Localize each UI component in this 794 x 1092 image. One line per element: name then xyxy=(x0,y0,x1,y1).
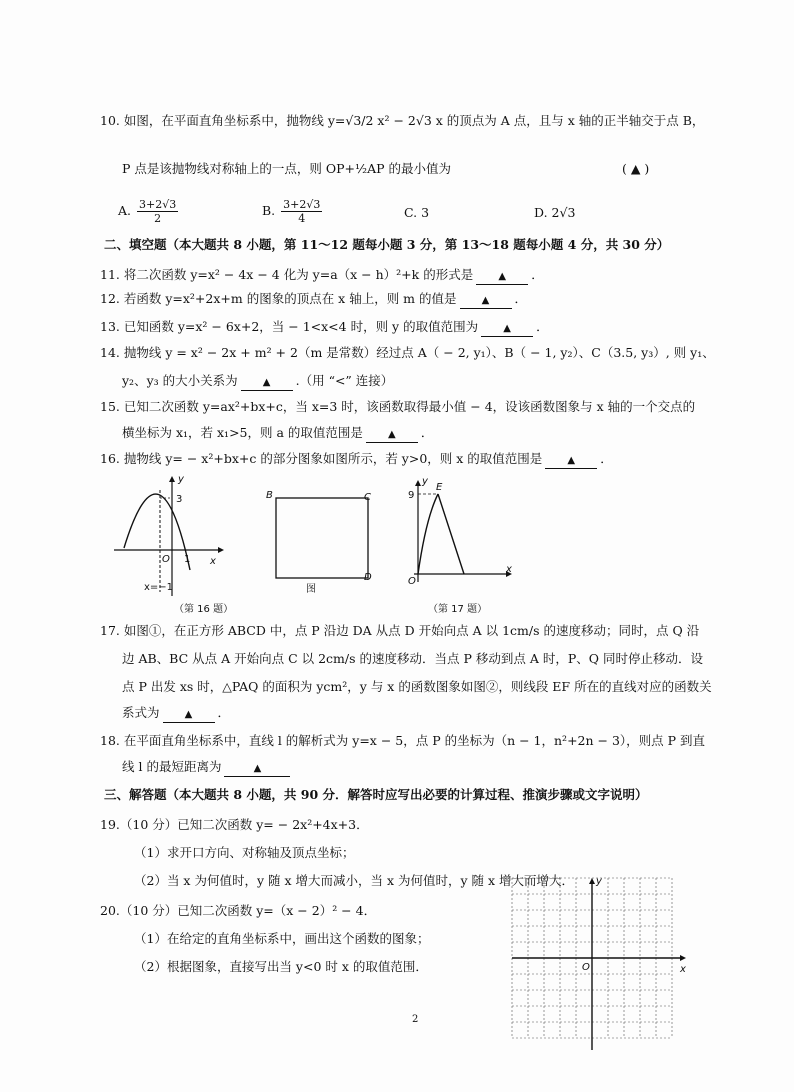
q10-option-c: C. 3 xyxy=(404,205,430,220)
q19-stem: 19.（10 分）已知二次函数 y= − 2x²+4x+3． xyxy=(100,817,369,832)
q10-answer-mark: ( ▲ ) xyxy=(622,161,650,176)
vertex-d: D xyxy=(364,572,372,583)
q20-stem: 20.（10 分）已知二次函数 y=（x − 2）² − 4． xyxy=(100,903,377,918)
point-e: E xyxy=(436,482,443,493)
option-b-numerator: 3+2√3 xyxy=(283,198,321,211)
answer-blank[interactable]: ▲ xyxy=(460,293,512,309)
q14-line1: 14. 抛物线 y = x² − 2x + m² + 2（m 是常数）经过点 A（ − 2, y₁）、B（ − 1, y₂）、C（3.5, y₃）, 则 y₁、 xyxy=(100,345,715,360)
label-9: 9 xyxy=(408,490,415,501)
x-axis-arrow xyxy=(218,547,224,553)
q17-line3: 点 P 出发 xs 时，△PAQ 的面积为 ycm²，y 与 x 的函数图象如图②，则线段 EF 所在的直线对应的函数关 xyxy=(122,679,712,694)
origin-label: O xyxy=(582,962,590,973)
parabola xyxy=(124,494,190,570)
option-b-denominator: 4 xyxy=(298,212,306,225)
q20-part1: （1）在给定的直角坐标系中，画出这个函数的图象； xyxy=(134,931,430,946)
q10-line2: P 点是该抛物线对称轴上的一点，则 OP+½AP 的最小值为 xyxy=(122,161,452,176)
y-label: y xyxy=(178,474,184,485)
q14-line2: y₂、y₃ 的大小关系为 ▲ .（用 “<” 连接） xyxy=(122,372,393,391)
q20-part2: （2）根据图象，直接写出当 y<0 时 x 的取值范围． xyxy=(134,959,428,974)
q16: 16. 抛物线 y= − x²+bx+c 的部分图象如图所示，若 y>0，则 x 的取值范围是 ▲ ． xyxy=(100,450,613,469)
coordinate-grid[interactable] xyxy=(512,876,688,1052)
page-number: 2 xyxy=(412,1014,419,1025)
q17-line1: 17. 如图①，在正方形 ABCD 中，点 P 沿边 DA 从点 D 开始向点 A 以 1cm/s 的速度移动；同时，点 Q 沿 xyxy=(100,623,700,638)
label-1: 1 xyxy=(184,554,191,565)
label-3: 3 xyxy=(176,494,183,505)
q18-line2: 线 l 的最短距离为 ▲ xyxy=(122,758,293,777)
answer-blank[interactable]: ▲ xyxy=(241,375,293,391)
q12: 12. 若函数 y=x²+2x+m 的图象的顶点在 x 轴上，则 m 的值是 ▲ ． xyxy=(100,290,527,309)
figure-17-square xyxy=(264,488,380,598)
answer-blank[interactable]: ▲ xyxy=(476,269,528,285)
answer-blank[interactable]: ▲ xyxy=(224,761,290,777)
answer-blank[interactable]: ▲ xyxy=(163,707,215,723)
q19-part2: （2）当 x 为何值时，y 随 x 增大而减小，当 x 为何值时，y 随 x 增大而增大． xyxy=(134,873,575,888)
q13: 13. 已知函数 y=x² − 6x+2，当 − 1<x<4 时，则 y 的取值范围为 ▲ ． xyxy=(100,318,549,337)
vertex-b: B xyxy=(266,490,273,501)
q15-line1: 15. 已知二次函数 y=ax²+bx+c，当 x=3 时，该函数取得最小值 − 4，设该函数图象与 x 轴的一个交点的 xyxy=(100,399,696,414)
y-label: y xyxy=(596,876,602,887)
figure-16 xyxy=(114,474,234,618)
vertex-c: C xyxy=(364,492,371,503)
q11: 11. 将二次函数 y=x² − 4x − 4 化为 y=a（x − h）²+k 的形式是 ▲ ． xyxy=(100,266,544,285)
curve-segment xyxy=(418,494,438,574)
x-label: x xyxy=(210,556,216,567)
q19-part1: （1）求开口方向、对称轴及顶点坐标； xyxy=(134,845,355,860)
segment-ef xyxy=(438,494,464,574)
option-a-denominator: 2 xyxy=(154,212,162,225)
figure-17-graph xyxy=(402,478,514,618)
q10-option-a: A. $\frac{3+2√3}{2}$ xyxy=(118,198,177,225)
y-label: y xyxy=(422,476,428,487)
x-axis-arrow xyxy=(680,955,686,961)
section3-heading: 三、解答题（本大题共 8 小题，共 90 分．解答时应写出必要的计算过程、推演步骤或文字说明） xyxy=(104,787,648,802)
x-label: x xyxy=(680,964,686,975)
answer-blank[interactable]: ▲ xyxy=(366,427,418,443)
fig16-caption: （第 16 题） xyxy=(174,604,234,615)
q17-line4: 系式为 ▲ ． xyxy=(122,704,230,723)
origin-label: O xyxy=(408,576,416,587)
q10-line1: 10. 如图，在平面直角坐标系中，抛物线 y=√3/2 x² − 2√3 x 的顶点为 A 点，且与 x 轴的正半轴交于点 B， xyxy=(100,113,705,128)
section2-heading: 二、填空题（本大题共 8 小题，第 11～12 题每小题 3 分，第 13～18 题每小题 4 分，共 30 分） xyxy=(104,237,670,252)
square-abcd xyxy=(276,498,368,578)
origin-label: O xyxy=(162,554,170,565)
answer-blank[interactable]: ▲ xyxy=(545,453,597,469)
fig17a-caption: 图 xyxy=(306,584,316,595)
y-axis-arrow xyxy=(589,878,595,884)
y-axis-arrow xyxy=(415,480,421,486)
q17-line2: 边 AB、BC 从点 A 开始向点 C 以 2cm/s 的速度移动．当点 P 移动到点 A 时，P、Q 同时停止移动．设 xyxy=(122,651,703,666)
answer-blank[interactable]: ▲ xyxy=(481,321,533,337)
q10-option-d: D. 2√3 xyxy=(534,205,576,220)
axis-line-label: x=−1 xyxy=(144,582,174,593)
fig17b-caption: （第 17 题） xyxy=(428,604,488,615)
q10-option-b: B. $\frac{3+2√3}{4}$ xyxy=(262,198,321,225)
x-label: x xyxy=(506,564,512,575)
q18-line1: 18. 在平面直角坐标系中，直线 l 的解析式为 y=x − 5，点 P 的坐标为（n − 1，n²+2n − 3），则点 P 到直 xyxy=(100,733,706,748)
q15-line2: 横坐标为 x₁，若 x₁>5，则 a 的取值范围是 ▲ ． xyxy=(122,424,433,443)
option-a-numerator: 3+2√3 xyxy=(139,198,177,211)
y-axis-arrow xyxy=(169,476,175,482)
